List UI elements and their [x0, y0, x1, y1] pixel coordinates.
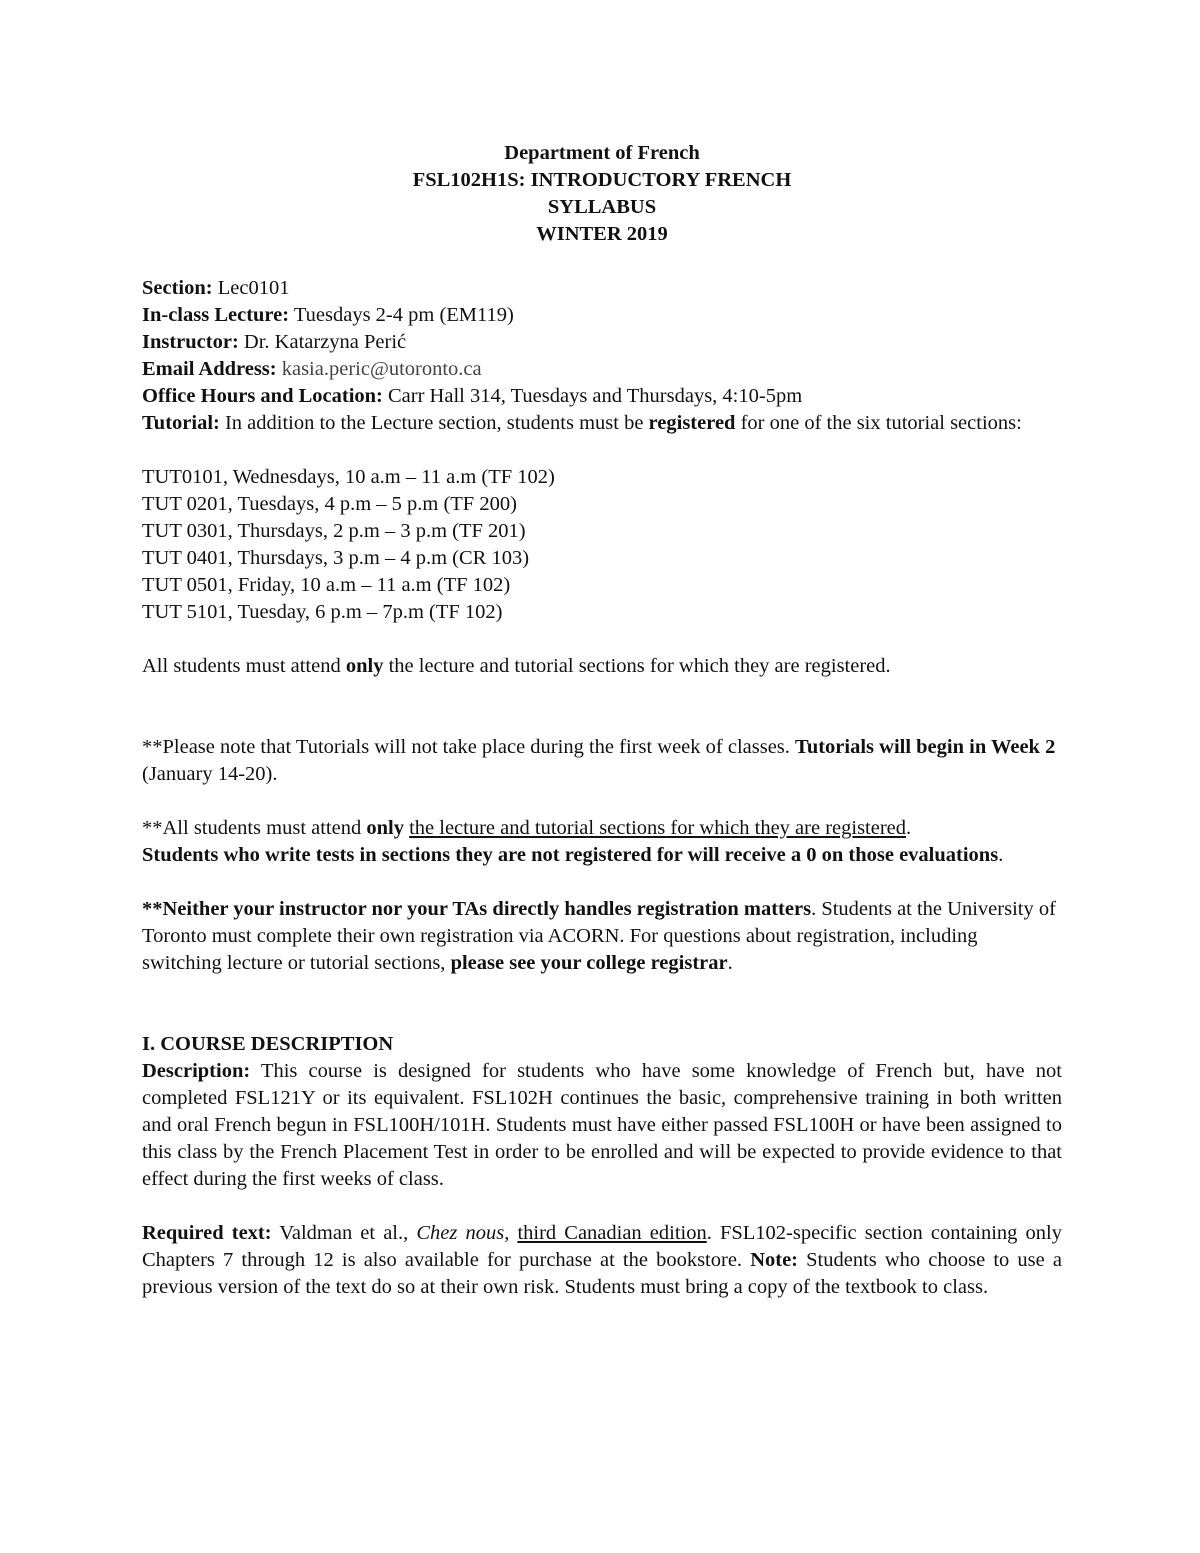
office-line [142, 383, 1062, 410]
note2-underlined: the lecture and tutorial sections for which they are registered [409, 817, 907, 839]
note-label: Note: [750, 1249, 798, 1271]
section-line [142, 275, 1062, 302]
list-item: TUT 0501, Friday, 10 a.m – 11 a.m (TF 102) [142, 574, 511, 596]
office-label: Office Hours and Location: [142, 385, 383, 407]
instructor-label: Instructor: [142, 331, 239, 353]
note1-emphasis: Tutorials will begin in Week 2 [795, 736, 1056, 758]
email-line [142, 356, 1062, 383]
course-description-heading [142, 1031, 1062, 1058]
description-label: Description: [142, 1060, 251, 1082]
list-item: TUT 5101, Tuesday, 6 p.m – 7p.m (TF 102) [142, 601, 503, 623]
list-item: TUT 0401, Thursdays, 3 p.m – 4 p.m (CR 103) [142, 547, 530, 569]
lecture-value: Tuesdays 2-4 pm (EM119) [289, 304, 514, 326]
section-value: Lec0101 [212, 277, 290, 299]
note3-emphasis: **Neither your instructor nor your TAs directly handles registration matters [142, 898, 812, 920]
note2-dot: . [906, 817, 912, 839]
term: WINTER 2019 [536, 223, 668, 245]
office-value: Carr Hall 314, Tuesdays and Thursdays, 4:10-5pm [382, 385, 803, 407]
required-text-author: Valdman et al., [271, 1222, 417, 1244]
course-title: FSL102H1S: INTRODUCTORY FRENCH [412, 169, 792, 191]
note2-emphasis: only [366, 817, 404, 839]
required-text-label: Required text: [142, 1222, 272, 1244]
note3-end: . [727, 952, 733, 974]
note1-text: **Please note that Tutorials will not take place during the first week of classes. [142, 736, 796, 758]
textbook-edition: third Canadian edition [517, 1222, 707, 1244]
note1-text-end: (January 14-20). [142, 763, 278, 785]
lecture-label: In-class Lecture: [142, 304, 290, 326]
section-label: Section: [142, 277, 213, 299]
syllabus-page [142, 140, 1062, 1301]
lecture-line [142, 302, 1062, 329]
attend-text-end: the lecture and tutorial sections for which they are registered. [383, 655, 891, 677]
note2-warning: Students who write tests in sections they are not registered for will receive a 0 on those evaluations [142, 844, 999, 866]
attendance-warning-note [142, 815, 1062, 869]
attendance-statement [142, 653, 1062, 680]
required-text-body: . FSL102-specific section containing only Chapters 7 through 12 is also available for purchase at the bookstore. [142, 1222, 1062, 1271]
attend-text: All students must attend [142, 655, 346, 677]
description-text: This course is designed for students who have some knowledge of French but, have not completed FSL121Y or its equivalent. FSL102H continues the basic, comprehensive training in both written and oral French begun in FSL100H/101H. Students must have either passed FSL100H or have been assigned to this class by the French Placement Test in order to be enrolled and will be expected to provide evidence to that effect during the first weeks of class. [142, 1060, 1062, 1190]
department-title: Department of French [504, 142, 700, 164]
note3-text: . Students at the University of Toronto must complete their own registration via ACORN. For questions about registration, including switching lecture or tutorial sections, [142, 898, 1056, 974]
email-link[interactable]: kasia.peric@utoronto.ca [281, 358, 482, 380]
registered-emphasis: registered [648, 412, 736, 434]
email-label: Email Address: [142, 358, 277, 380]
document-type: SYLLABUS [547, 196, 657, 218]
tutorial-text-end: for one of the six tutorial sections: [735, 412, 1022, 434]
textbook-title: Chez nous, [416, 1222, 510, 1244]
tutorial-text: In addition to the Lecture section, students must be [219, 412, 649, 434]
list-item: TUT0101, Wednesdays, 10 a.m – 11 a.m (TF 102) [142, 466, 555, 488]
note2-text: **All students must attend [142, 817, 367, 839]
course-description [142, 1058, 1062, 1193]
tutorial-line [142, 410, 1062, 437]
instructor-line [142, 329, 1062, 356]
list-item: TUT 0301, Thursdays, 2 p.m – 3 p.m (TF 201) [142, 520, 526, 542]
note2-end: . [998, 844, 1004, 866]
tutorial-list [142, 464, 1062, 626]
registration-note [142, 896, 1062, 977]
attend-emphasis: only [345, 655, 384, 677]
heading-text: I. COURSE DESCRIPTION [142, 1033, 394, 1055]
required-text-end: Students who choose to use a previous version of the text do so at their own risk. Students must bring a copy of the textbook to class. [142, 1249, 1062, 1298]
tutorial-start-note [142, 734, 1062, 788]
tutorial-label: Tutorial: [142, 412, 220, 434]
list-item: TUT 0201, Tuesdays, 4 p.m – 5 p.m (TF 200) [142, 493, 517, 515]
required-text [142, 1220, 1062, 1301]
note3-registrar: please see your college registrar [450, 952, 728, 974]
instructor-value: Dr. Katarzyna Perić [238, 331, 407, 353]
